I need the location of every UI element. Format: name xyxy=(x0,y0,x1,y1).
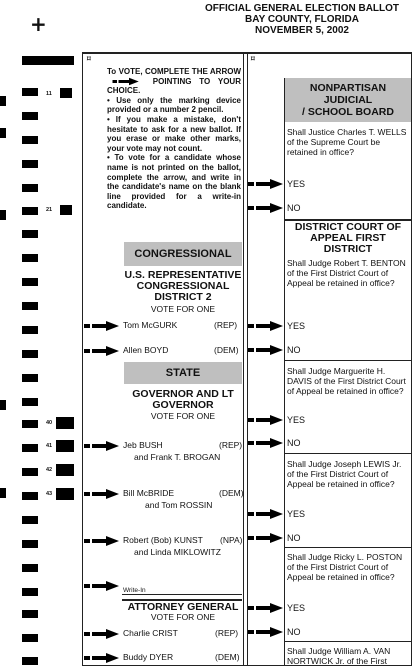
office-title-line: DISTRICT COURT OF xyxy=(294,221,402,233)
candidate-name: Buddy DYER xyxy=(123,652,174,662)
vote-arrow-davis-yes[interactable] xyxy=(248,414,284,426)
section-divider xyxy=(285,453,412,454)
write-in-label: Write-In xyxy=(123,587,146,594)
option-yes: YES xyxy=(287,179,306,189)
vote-for-one: VOTE FOR ONE xyxy=(150,304,216,314)
write-in-line[interactable] xyxy=(122,594,242,595)
mark-number: 21 xyxy=(46,207,53,213)
vote-arrow-poston-no[interactable] xyxy=(248,626,284,638)
timing-mark xyxy=(22,88,38,96)
timing-mark xyxy=(22,610,38,618)
vote-arrow-benton-no[interactable] xyxy=(248,344,284,356)
instruction-bullet-1: • Use only the marking device provided or a number 2 pencil. xyxy=(107,95,241,115)
section-divider xyxy=(285,360,412,361)
retention-question-van-nortwick xyxy=(287,646,409,666)
timing-mark xyxy=(22,350,38,358)
section-divider xyxy=(285,641,412,642)
office-title-line: U.S. REPRESENTATIVE xyxy=(124,269,242,281)
timing-mark xyxy=(22,136,38,144)
option-no: NO xyxy=(287,438,301,448)
running-mate-name: and Linda MIKLOWITZ xyxy=(134,547,221,557)
retention-question-benton: Shall Judge Robert T. BENTON of the First District Court of Appeal be retained in office? xyxy=(287,258,406,288)
vote-arrow-dyer[interactable] xyxy=(84,652,120,664)
candidate-party: (NPA) xyxy=(220,535,243,545)
header-line-1: OFFICIAL GENERAL ELECTION BALLOT xyxy=(204,3,400,14)
vote-for-one: VOTE FOR ONE xyxy=(150,612,216,622)
office-title-line: GOVERNOR AND LT xyxy=(132,388,234,400)
timing-mark-top xyxy=(22,56,74,65)
office-title-governor xyxy=(124,389,242,411)
candidate-name: Charlie CRIST xyxy=(123,628,178,638)
question-line: NORTWICK Jr. of the First xyxy=(287,656,387,666)
timing-mark xyxy=(22,516,38,524)
timing-mark xyxy=(22,326,38,334)
candidate-party: (REP) xyxy=(215,628,239,638)
timing-mark xyxy=(22,540,38,548)
vote-arrow-kunst[interactable] xyxy=(84,535,120,547)
timing-mark xyxy=(22,160,38,168)
timing-mark xyxy=(56,417,74,429)
section-divider xyxy=(285,547,412,548)
mark-number: 41 xyxy=(46,443,53,449)
mark-number: 40 xyxy=(46,420,53,426)
vote-for-one: VOTE FOR ONE xyxy=(150,411,216,421)
timing-mark xyxy=(22,420,38,428)
vote-arrow-benton-yes[interactable] xyxy=(248,320,284,332)
timing-mark-edge xyxy=(0,210,6,220)
office-title-us-representative xyxy=(124,270,242,303)
timing-mark xyxy=(60,205,72,215)
candidate-name: Allen BOYD xyxy=(123,345,169,355)
timing-mark xyxy=(22,302,38,310)
candidate-party: (REP) xyxy=(219,440,243,450)
timing-mark xyxy=(22,564,38,572)
office-title-line: DISTRICT 2 xyxy=(154,291,212,303)
option-yes: YES xyxy=(287,415,306,425)
timing-mark xyxy=(22,230,38,238)
candidate-party: (REP) xyxy=(214,320,238,330)
vote-arrow-poston-yes[interactable] xyxy=(248,602,284,614)
running-mate-name: and Frank T. BROGAN xyxy=(134,452,221,462)
option-yes: YES xyxy=(287,321,306,331)
candidate-name: Robert (Bob) KUNST xyxy=(123,535,203,545)
section-banner-judicial xyxy=(285,78,411,122)
arrow-icon xyxy=(107,77,145,86)
section-banner-congressional: CONGRESSIONAL xyxy=(124,242,242,266)
timing-mark xyxy=(22,374,38,382)
instructions-lead-2: POINTING TO YOUR CHOICE. xyxy=(107,76,241,96)
timing-mark xyxy=(22,657,38,665)
retention-question-wells: Shall Justice Charles T. WELLS of the Supreme Court be retained in office? xyxy=(287,127,407,157)
timing-mark xyxy=(22,184,38,192)
column-divider-1 xyxy=(243,52,244,666)
running-mate-name: and Tom ROSSIN xyxy=(145,500,213,510)
retention-question-davis: Shall Judge Marguerite H. DAVIS of the First District Court of Appeal be retained in office? xyxy=(287,366,406,396)
instruction-bullet-3: • To vote for a candidate whose name is not printed on the ballot, complete the arrow, and write in the candidate's name on the blank line provided for a write-in candidate. xyxy=(107,153,241,211)
timing-mark-edge xyxy=(0,128,6,138)
ballot-header xyxy=(190,3,414,36)
timing-mark xyxy=(56,440,74,452)
column-divider-3 xyxy=(284,78,285,666)
registration-cross-icon: + xyxy=(30,12,47,36)
timing-mark-edge xyxy=(0,400,6,410)
instructions-lead: To VOTE, COMPLETE THE ARROW xyxy=(107,67,241,76)
office-title-line: CONGRESSIONAL xyxy=(136,280,230,292)
vote-arrow-crist[interactable] xyxy=(84,628,120,640)
header-line-3: NOVEMBER 5, 2002 xyxy=(255,25,349,36)
timing-mark xyxy=(22,468,38,476)
voting-instructions xyxy=(107,67,241,211)
option-no: NO xyxy=(287,345,301,355)
candidate-name: Bill McBRIDE xyxy=(123,488,175,498)
vote-arrow-mcbride[interactable] xyxy=(84,488,120,500)
retention-question-poston: Shall Judge Ricky L. POSTON of the First District Court of Appeal be retained in office? xyxy=(287,552,403,582)
timing-mark xyxy=(60,88,72,98)
timing-mark xyxy=(22,278,38,286)
timing-mark xyxy=(22,207,38,215)
timing-mark xyxy=(22,254,38,262)
timing-mark xyxy=(22,444,38,452)
header-line-2: BAY COUNTY, FLORIDA xyxy=(245,14,359,25)
office-title-attorney-general: ATTORNEY GENERAL xyxy=(127,601,239,613)
candidate-name: Jeb BUSH xyxy=(123,440,163,450)
mark-number: 11 xyxy=(46,91,52,97)
option-yes: YES xyxy=(287,509,306,519)
timing-mark xyxy=(22,492,38,500)
timing-mark xyxy=(22,634,38,642)
option-no: NO xyxy=(287,533,301,543)
corner-mark-icon: ⌑ xyxy=(251,56,255,63)
timing-mark-edge xyxy=(0,488,6,498)
vote-arrow-write-in[interactable] xyxy=(84,580,120,592)
section-banner-state: STATE xyxy=(124,362,242,384)
vote-arrow-davis-no[interactable] xyxy=(248,437,284,449)
banner-line: NONPARTISAN JUDICIAL xyxy=(309,82,387,106)
mark-number: 43 xyxy=(46,491,53,497)
vote-arrow-wells-no[interactable] xyxy=(248,202,284,214)
candidate-party: (DEM) xyxy=(219,488,244,498)
column-divider-2 xyxy=(247,52,248,666)
retention-question-lewis: Shall Judge Joseph LEWIS Jr. of the First District Court of Appeal be retained in office? xyxy=(287,459,402,489)
vote-arrow-bush[interactable] xyxy=(84,440,120,452)
timing-mark xyxy=(22,398,38,406)
vote-arrow-lewis-no[interactable] xyxy=(248,532,284,544)
vote-arrow-wells-yes[interactable] xyxy=(248,178,284,190)
option-yes: YES xyxy=(287,603,306,613)
vote-arrow-lewis-yes[interactable] xyxy=(248,508,284,520)
corner-mark-icon: ⌑ xyxy=(87,56,91,63)
candidate-party: (DEM) xyxy=(215,652,240,662)
option-no: NO xyxy=(287,627,301,637)
office-title-district-court xyxy=(285,222,411,255)
office-title-line: APPEAL FIRST DISTRICT xyxy=(310,232,386,255)
banner-line: / SCHOOL BOARD xyxy=(302,106,394,118)
timing-mark xyxy=(56,464,74,476)
office-title-line: GOVERNOR xyxy=(152,399,214,411)
timing-mark-edge xyxy=(0,96,6,106)
mark-number: 42 xyxy=(46,467,53,473)
candidate-name: Tom McGURK xyxy=(123,320,178,330)
candidate-party: (DEM) xyxy=(214,345,239,355)
timing-mark xyxy=(22,588,38,596)
question-line: Shall Judge William A. VAN xyxy=(287,646,391,656)
timing-mark xyxy=(22,112,38,120)
vote-arrow-boyd[interactable] xyxy=(84,345,120,357)
instruction-bullet-2: • If you make a mistake, don't hesitate to ask for a new ballot. If you erase or make other marks, your vote may not count. xyxy=(107,114,241,153)
option-no: NO xyxy=(287,203,301,213)
vote-arrow-mcgurk[interactable] xyxy=(84,320,120,332)
timing-mark xyxy=(56,488,74,500)
